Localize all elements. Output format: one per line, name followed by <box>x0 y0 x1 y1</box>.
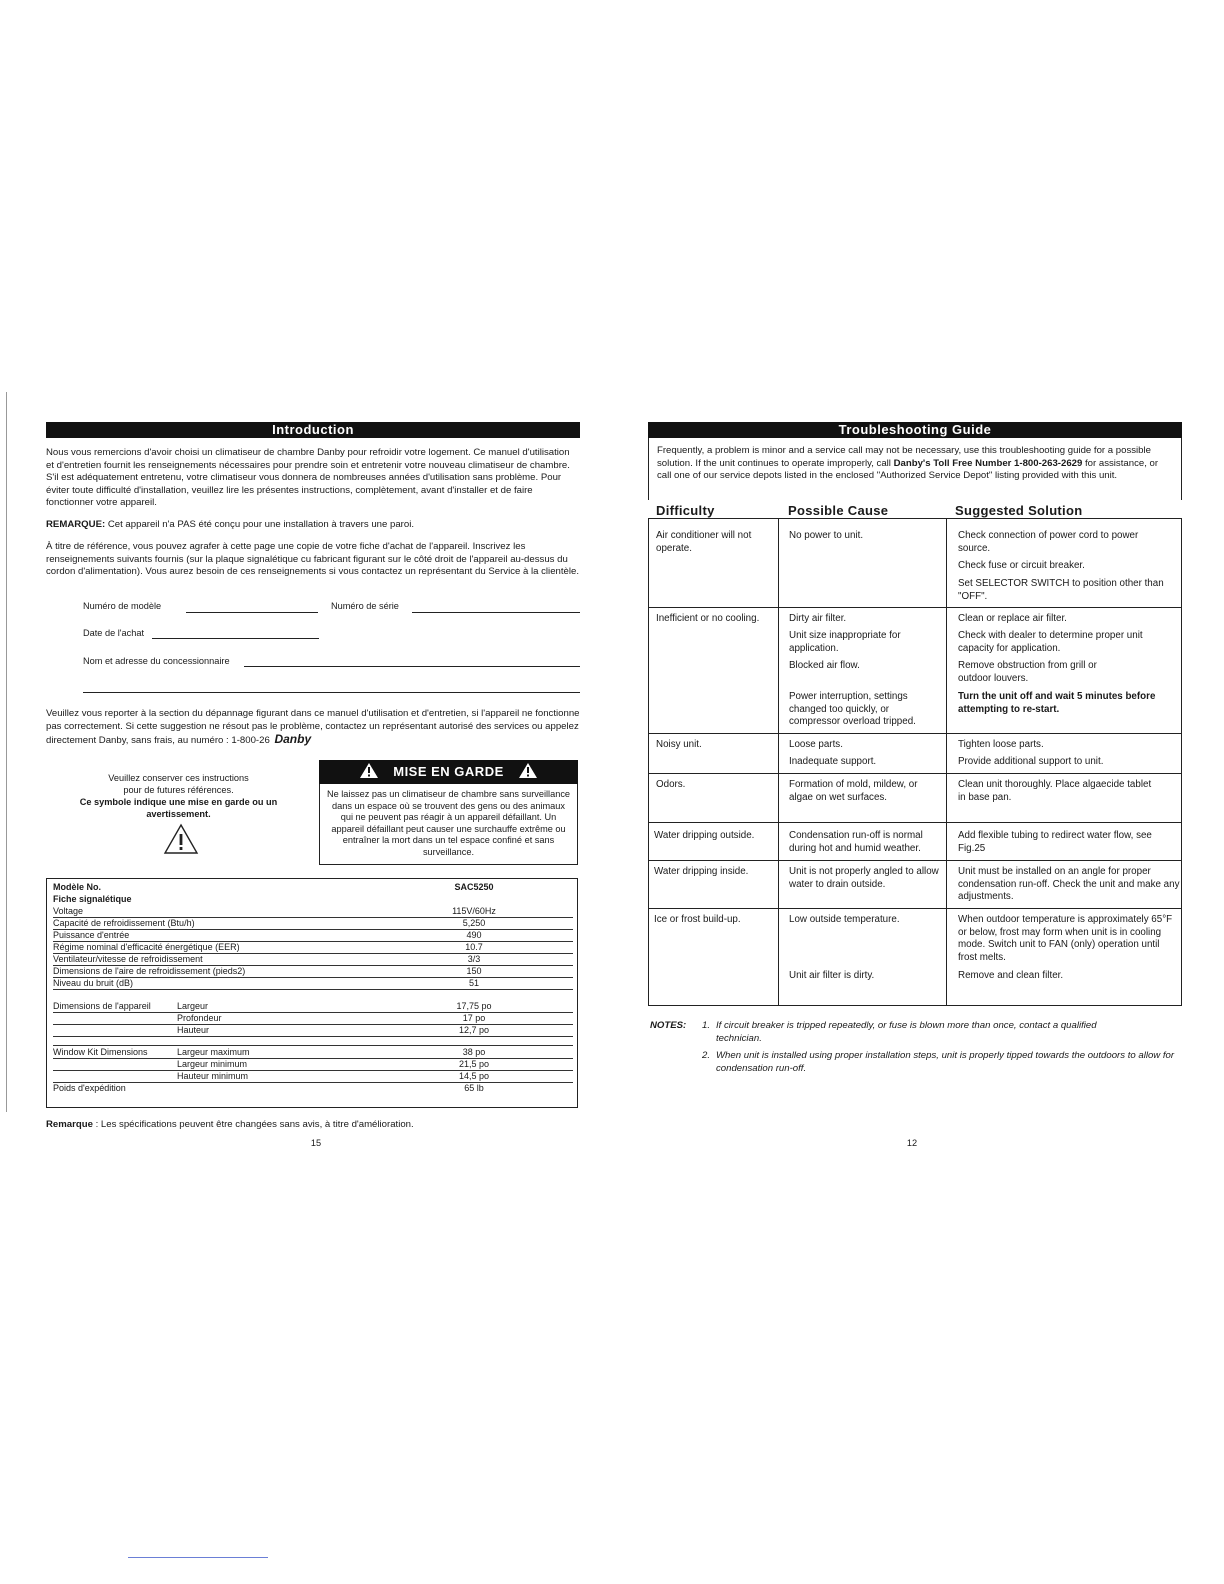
difficulty-cell: Odors. <box>656 779 686 790</box>
spec-weight-label: Poids d'expédition <box>53 1083 126 1093</box>
column-header-difficulty: Difficulty <box>656 503 715 518</box>
spec-row-label: Puissance d'entrée <box>53 930 130 940</box>
troubleshooting-table <box>648 518 1182 1006</box>
danby-logo: Danby <box>274 732 312 746</box>
cause-cell: Power interruption, settings changed too quickly, or compressor overload tripped. <box>789 691 916 727</box>
report-text: Veuillez vous reporter à la section du dépannage figurant dans ce manuel d'utilisation et d'entretien, si l'appareil ne fonctionne pas correctement. Si cette suggestion ne résout pas le problème, contactez un représentant autorisé des services ou appelez directement Danby, sans frais, au numéro : 1-800-26 <box>46 708 580 746</box>
spec-dimensions-row <box>53 1001 571 1012</box>
spec-row <box>53 906 571 917</box>
spec-row <box>53 978 571 989</box>
warning-triangle-icon <box>518 762 538 779</box>
solution-cell: Remove and clean filter. <box>958 970 1064 981</box>
cause-cell: Loose parts. <box>789 739 843 750</box>
caution-title: MISE EN GARDE <box>393 764 504 779</box>
introduction-header: Introduction <box>46 422 580 438</box>
spec-sub-label: Largeur maximum <box>177 1047 250 1057</box>
model-number-label: Numéro de modèle <box>83 601 162 611</box>
spec-row-value: 115V/60Hz <box>452 906 496 916</box>
remark-text: Cet appareil n'a PAS été conçu pour une installation à travers une paroi. <box>105 519 415 530</box>
scan-bottom-line <box>128 1557 268 1558</box>
solution-cell: Check fuse or circuit breaker. <box>958 560 1085 571</box>
spec-sub-value: 21,5 po <box>458 1059 490 1069</box>
spec-kit-row <box>53 1047 571 1058</box>
spec-row-label: Dimensions de l'aire de refroidissement (pieds2) <box>53 966 246 976</box>
solution-cell: Check with dealer to determine proper unit capacity for application. <box>958 630 1143 654</box>
spec-sub-label: Hauteur minimum <box>177 1071 249 1081</box>
note-1: If circuit breaker is tripped repeatedly, or fuse is blown more than once, contact a qualified technician. <box>716 1020 1097 1044</box>
spec-sub-value: 38 po <box>462 1047 486 1057</box>
note-2-number: 2. <box>702 1050 711 1061</box>
intro-paragraph: Nous vous remercions d'avoir choisi un climatiseur de chambre Danby pour refroidir votre logement. Ce manuel d'utilisation et d'entretien fournit les renseignements nécessaires pour prendre soin et entretenir votre nouveau climatiseur de chambre. S'il est adéquatement entretenu, votre climatiseur vous donnera de nombreuses années d'utilisation sans problème. Pour éviter toute difficulté d'installation, veuillez lire les présentes instructions, complètement, avant d'installer et de faire fonctionner votre appareil. <box>46 447 570 508</box>
troubleshooting-intro <box>657 445 1175 483</box>
cause-cell: Condensation run-off is normal during hot and humid weather. <box>789 830 923 854</box>
purchase-date-field[interactable] <box>152 638 319 639</box>
spec-model-label: Modèle No. <box>53 882 102 892</box>
spec-weight-value: 65 lb <box>464 1083 484 1093</box>
keep-line-1: Veuillez conserver ces instructions <box>108 773 249 783</box>
cause-cell: No power to unit. <box>789 530 864 541</box>
solution-cell: Remove obstruction from grill or outdoor louvers. <box>958 660 1097 684</box>
page-number-right: 12 <box>906 1138 918 1148</box>
spec-sub-value: 14,5 po <box>458 1071 490 1081</box>
bottom-remark-label: Remarque <box>46 1119 93 1130</box>
remark-line <box>46 519 580 532</box>
spec-row-value: 3/3 <box>467 954 481 964</box>
spec-row-value: 5,250 <box>462 918 486 928</box>
troubleshooting-intro-box <box>648 438 1182 500</box>
caution-header <box>319 760 578 784</box>
spec-row-label: Capacité de refroidissement (Btu/h) <box>53 918 195 928</box>
toll-free-number: Danby's Toll Free Number 1-800-263-2629 <box>893 457 1083 469</box>
cause-cell: Unit air filter is dirty. <box>789 970 875 981</box>
cause-cell: Dirty air filter. <box>789 613 847 624</box>
spec-row-value: 490 <box>466 930 482 940</box>
solution-cell: Unit must be installed on an angle for proper condensation run-off. Check the unit and make any adjustments. <box>958 866 1180 902</box>
remark-label: REMARQUE: <box>46 519 106 530</box>
troubleshooting-header: Troubleshooting Guide <box>648 422 1182 438</box>
page-number-left: 15 <box>310 1138 322 1148</box>
report-paragraph <box>46 708 580 748</box>
warning-triangle-icon <box>163 823 199 855</box>
spec-sub-value: 12,7 po <box>458 1025 490 1035</box>
spec-row-value: 51 <box>468 978 479 988</box>
warning-triangle-icon <box>359 762 379 779</box>
dealer-field-2[interactable] <box>83 692 580 693</box>
difficulty-cell: Noisy unit. <box>656 739 702 750</box>
solution-cell: Set SELECTOR SWITCH to position other than "OFF". <box>958 578 1164 602</box>
column-header-cause: Possible Cause <box>788 503 889 518</box>
spec-fiche-label: Fiche signalétique <box>53 894 132 904</box>
notes-label: NOTES: <box>650 1020 687 1031</box>
solution-cell: Tighten loose parts. <box>958 739 1044 750</box>
spec-dimensions-label: Dimensions de l'appareil <box>53 1001 151 1011</box>
spec-row-label: Niveau du bruit (dB) <box>53 978 134 988</box>
bottom-remark-text: : Les spécifications peuvent être changées sans avis, à titre d'amélioration. <box>92 1119 414 1130</box>
spec-kit-label: Window Kit Dimensions <box>53 1047 148 1057</box>
model-number-field[interactable] <box>186 612 318 613</box>
spec-sub-label: Profondeur <box>177 1013 222 1023</box>
spec-row-label: Voltage <box>53 906 84 916</box>
bottom-remark <box>46 1119 580 1132</box>
cause-cell: Inadequate support. <box>789 756 877 767</box>
keep-instructions <box>46 772 311 820</box>
spec-row-label: Ventilateur/vitesse de refroidissement <box>53 954 203 964</box>
specification-table <box>46 878 578 1108</box>
solution-cell: Turn the unit off and wait 5 minutes before attempting to re-start. <box>958 691 1156 715</box>
spec-row <box>53 918 571 929</box>
spec-row <box>53 966 571 977</box>
intro-text-b: for assistance, or call one of our service depots listed in the enclosed "Authorized Service Depot" listing provided with this unit. <box>657 457 1159 481</box>
scan-edge-line <box>6 392 7 1112</box>
spec-row <box>53 954 571 965</box>
serial-number-field[interactable] <box>412 612 580 613</box>
spec-model-row <box>53 882 571 893</box>
dealer-label: Nom et adresse du concessionnaire <box>83 656 230 666</box>
reference-paragraph: À titre de référence, vous pouvez agrafer à cette page une copie de votre fiche d'achat de l'appareil. Inscrivez les renseignements suivants fournis (sur la plaque signalétique cu fabricant figurant sur le côté droit de l'appareil au-dessus du cordon d'alimentation). Vous aurez besoin de ces renseignements si vous contactez un représentant du Service à la clientèle. <box>46 541 579 577</box>
caution-text: Ne laissez pas un climatiseur de chambre sans surveillance dans un espace où se trouvent des gens ou des animaux qui ne peuvent pas réagir à un appareil défaillant. Un appareil défaillant peut causer une surchauffe extrême ou entraîner la mort dans un tel espace confiné et sans surveillance. <box>326 789 571 857</box>
solution-cell: Clean or replace air filter. <box>958 613 1067 624</box>
difficulty-cell: Inefficient or no cooling. <box>656 613 760 624</box>
spec-sub-label: Hauteur <box>177 1025 210 1035</box>
spec-sub-value: 17,75 po <box>456 1001 492 1011</box>
keep-bold-2: avertissement. <box>146 809 211 819</box>
solution-cell: When outdoor temperature is approximately 65°F or below, frost may form when unit is in cooling mode. Switch unit to FAN (only) operation until frost melts. <box>958 914 1173 963</box>
spec-row-label: Régime nominal d'efficacité énergétique (EER) <box>53 942 240 952</box>
cause-cell: Unit size inappropriate for application. <box>789 630 901 654</box>
solution-cell: Add flexible tubing to redirect water flow, see Fig.25 <box>958 830 1152 854</box>
spec-sub-label: Largeur minimum <box>177 1059 248 1069</box>
cause-cell: Unit is not properly angled to allow water to drain outside. <box>789 866 939 890</box>
caution-box <box>319 760 578 865</box>
difficulty-cell: Ice or frost build-up. <box>654 914 741 925</box>
cause-cell: Formation of mold, mildew, or algae on wet surfaces. <box>789 779 918 803</box>
dealer-field-1[interactable] <box>244 666 580 667</box>
keep-line-2: pour de futures références. <box>123 785 234 795</box>
solution-cell: Provide additional support to unit. <box>958 756 1104 767</box>
spec-row-value: 150 <box>466 966 482 976</box>
spec-weight-row <box>53 1083 571 1094</box>
spec-row <box>53 930 571 941</box>
spec-row-value: 10.7 <box>465 942 483 952</box>
note-1-number: 1. <box>702 1020 711 1031</box>
intro-text-a: Frequently, a problem is minor and a service call may not be necessary, use this troubleshooting guide for a possible solution. If the unit continues to operate improperly, call <box>657 445 1151 469</box>
spec-sub-label: Largeur <box>177 1001 209 1011</box>
spec-row <box>53 942 571 953</box>
cause-cell: Blocked air flow. <box>789 660 860 671</box>
spec-model-value: SAC5250 <box>454 882 494 892</box>
difficulty-cell: Water dripping outside. <box>654 830 755 841</box>
column-header-solution: Suggested Solution <box>955 503 1083 518</box>
solution-cell: Clean unit thoroughly. Place algaecide tablet in base pan. <box>958 779 1152 803</box>
serial-number-label: Numéro de série <box>331 601 399 611</box>
solution-cell: Check connection of power cord to power source. <box>958 530 1139 554</box>
difficulty-cell: Air conditioner will not operate. <box>656 530 752 554</box>
cause-cell: Low outside temperature. <box>789 914 900 925</box>
keep-bold-1: Ce symbole indique une mise en garde ou un <box>79 797 278 807</box>
note-2: When unit is installed using proper installation steps, unit is properly tipped towards the outdoors to allow for condensation run-off. <box>716 1050 1175 1074</box>
difficulty-cell: Water dripping inside. <box>654 866 749 877</box>
spec-sub-value: 17 po <box>462 1013 486 1023</box>
purchase-date-label: Date de l'achat <box>83 628 145 638</box>
